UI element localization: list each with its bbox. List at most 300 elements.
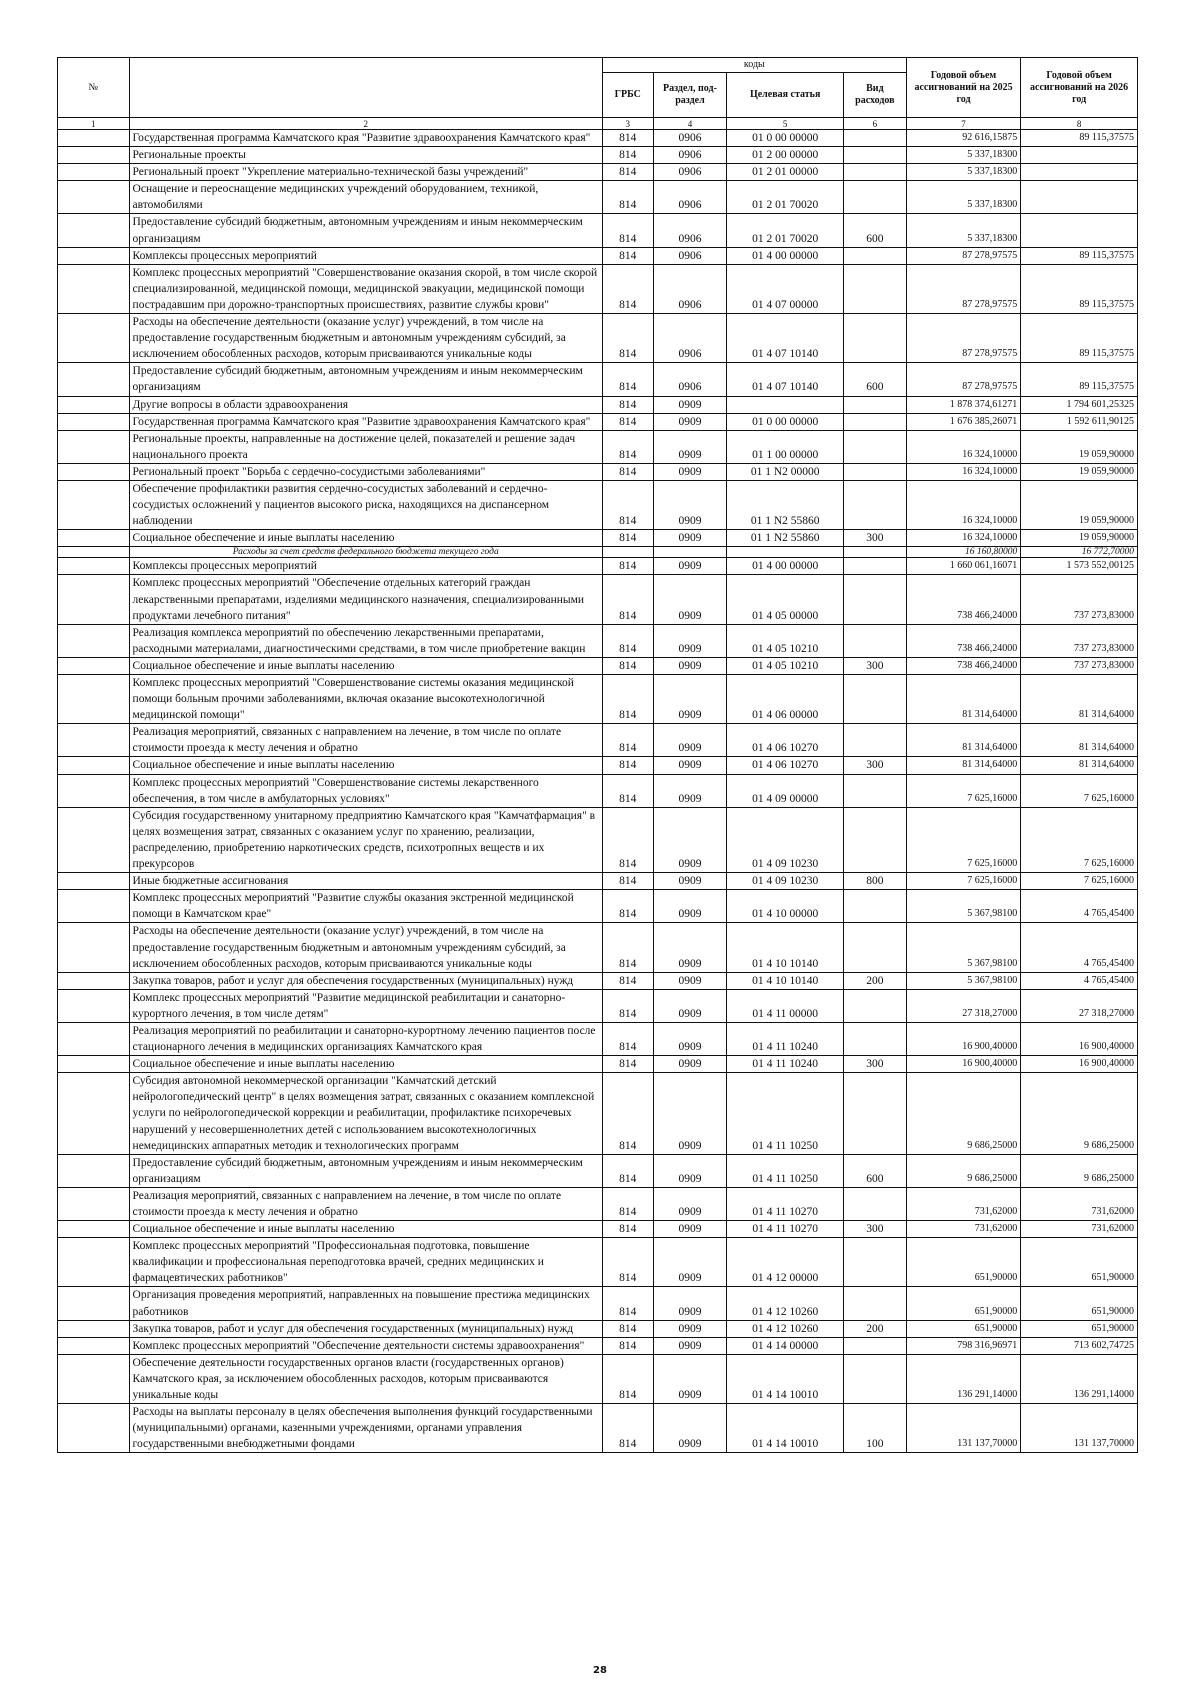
table-row <box>58 657 1138 674</box>
amount-2025-cell: 81 314,64000 <box>906 757 1020 774</box>
section-code-cell: 0909 <box>653 724 727 757</box>
table-row <box>58 1320 1138 1337</box>
row-number-cell <box>58 873 130 890</box>
grbs-code-cell: 814 <box>602 396 653 413</box>
item-name-cell: Расходы на обеспечение деятельности (оказание услуг) учреждений, в том числе на предоставление государственным бюджетным и автономным учреждениям субсидий, за исключением обособленных расходов, которым присваиваются уникальные коды <box>129 923 602 972</box>
grbs-code-cell: 814 <box>602 1287 653 1320</box>
amount-2025-cell: 731,62000 <box>906 1187 1020 1220</box>
amount-2026-cell: 4 765,45400 <box>1021 890 1138 923</box>
table-row <box>58 675 1138 724</box>
section-code-cell: 0906 <box>653 147 727 164</box>
expense-type-cell <box>844 396 907 413</box>
target-article-cell: 01 4 11 10250 <box>727 1073 844 1154</box>
target-article-cell: 01 0 00 00000 <box>727 130 844 147</box>
expense-type-cell <box>844 923 907 972</box>
grbs-code-cell: 814 <box>602 1404 653 1453</box>
grbs-code-cell: 814 <box>602 989 653 1022</box>
section-code-cell: 0909 <box>653 413 727 430</box>
amount-2025-cell: 798 316,96971 <box>906 1337 1020 1354</box>
target-article-cell: 01 4 00 00000 <box>727 558 844 575</box>
amount-2025-cell: 87 278,97575 <box>906 264 1020 313</box>
table-row <box>58 1238 1138 1287</box>
section-code-cell: 0909 <box>653 657 727 674</box>
expense-type-cell <box>844 890 907 923</box>
item-name-cell: Предоставление субсидий бюджетным, автономным учреждениям и иным некоммерческим организациям <box>129 214 602 247</box>
section-code-cell: 0909 <box>653 1073 727 1154</box>
expense-type-cell <box>844 774 907 807</box>
amount-2026-cell: 4 765,45400 <box>1021 923 1138 972</box>
expense-type-cell: 300 <box>844 757 907 774</box>
budget-table <box>57 57 1138 1453</box>
table-row <box>58 1073 1138 1154</box>
expense-type-cell <box>844 1073 907 1154</box>
section-code-cell: 0909 <box>653 480 727 529</box>
target-article-cell: 01 1 N2 55860 <box>727 480 844 529</box>
target-article-cell: 01 4 05 10210 <box>727 624 844 657</box>
section-code-cell: 0909 <box>653 463 727 480</box>
item-name-cell: Государственная программа Камчатского края "Развитие здравоохранения Камчатского края" <box>129 130 602 147</box>
header-grbs: ГРБС <box>602 73 653 118</box>
target-article-cell: 01 4 00 00000 <box>727 247 844 264</box>
target-article-cell: 01 4 11 10240 <box>727 1056 844 1073</box>
target-article-cell: 01 4 10 10140 <box>727 923 844 972</box>
table-row <box>58 923 1138 972</box>
row-number-cell <box>58 675 130 724</box>
amount-2025-cell: 16 900,40000 <box>906 1056 1020 1073</box>
grbs-code-cell: 814 <box>602 181 653 214</box>
expense-type-cell <box>844 807 907 872</box>
column-number: 7 <box>906 118 1020 130</box>
table-row <box>58 1354 1138 1403</box>
expense-type-cell <box>844 247 907 264</box>
section-code-cell: 0909 <box>653 774 727 807</box>
target-article-cell: 01 4 07 10140 <box>727 314 844 363</box>
amount-2026-cell: 737 273,83000 <box>1021 575 1138 624</box>
amount-2025-cell: 5 337,18300 <box>906 147 1020 164</box>
item-name-cell: Социальное обеспечение и иные выплаты населению <box>129 757 602 774</box>
item-name-cell: Субсидия государственному унитарному предприятию Камчатского края "Камчатфармация" в целях возмещения затрат, связанных с оказанием услуг по хранению, реализации, распределению, приобретению наркотических средств, психотропных веществ и их прекурсоров <box>129 807 602 872</box>
grbs-code-cell: 814 <box>602 314 653 363</box>
table-body <box>58 130 1138 1453</box>
section-code-cell: 0909 <box>653 396 727 413</box>
amount-2026-cell: 713 602,74725 <box>1021 1337 1138 1354</box>
row-number-cell <box>58 363 130 396</box>
expense-type-cell <box>844 314 907 363</box>
expense-type-cell <box>844 430 907 463</box>
header-expense-type: Вид расходов <box>844 73 907 118</box>
table-row <box>58 890 1138 923</box>
row-number-cell <box>58 1154 130 1187</box>
amount-2026-cell <box>1021 181 1138 214</box>
grbs-code-cell <box>602 547 653 558</box>
item-name-cell: Реализация мероприятий по реабилитации и санаторно-курортному лечению пациентов после стационарного лечения в медицинских организациях Камчатского края <box>129 1022 602 1055</box>
amount-2025-cell: 16 900,40000 <box>906 1022 1020 1055</box>
amount-2026-cell: 1 794 601,25325 <box>1021 396 1138 413</box>
section-code-cell: 0909 <box>653 558 727 575</box>
amount-2026-cell: 4 765,45400 <box>1021 972 1138 989</box>
amount-2025-cell: 9 686,25000 <box>906 1073 1020 1154</box>
expense-type-cell: 200 <box>844 972 907 989</box>
table-row <box>58 130 1138 147</box>
target-article-cell: 01 1 00 00000 <box>727 430 844 463</box>
section-code-cell: 0909 <box>653 1187 727 1220</box>
amount-2025-cell: 131 137,70000 <box>906 1404 1020 1453</box>
grbs-code-cell: 814 <box>602 1354 653 1403</box>
section-code-cell: 0909 <box>653 1022 727 1055</box>
header-2025: Годовой объем ассигнований на 2025 год <box>906 58 1020 118</box>
amount-2026-cell: 737 273,83000 <box>1021 657 1138 674</box>
header-section: Раздел, под-раздел <box>653 73 727 118</box>
section-code-cell: 0909 <box>653 873 727 890</box>
section-code-cell: 0909 <box>653 1404 727 1453</box>
grbs-code-cell: 814 <box>602 774 653 807</box>
amount-2026-cell: 89 115,37575 <box>1021 247 1138 264</box>
amount-2025-cell: 16 160,80000 <box>906 547 1020 558</box>
column-number: 4 <box>653 118 727 130</box>
target-article-cell <box>727 396 844 413</box>
target-article-cell: 01 4 11 00000 <box>727 989 844 1022</box>
target-article-cell: 01 1 N2 00000 <box>727 463 844 480</box>
amount-2026-cell: 9 686,25000 <box>1021 1154 1138 1187</box>
expense-type-cell <box>844 264 907 313</box>
expense-type-cell <box>844 1337 907 1354</box>
row-number-cell <box>58 989 130 1022</box>
expense-type-cell <box>844 164 907 181</box>
target-article-cell: 01 0 00 00000 <box>727 413 844 430</box>
section-code-cell: 0909 <box>653 1354 727 1403</box>
amount-2025-cell: 7 625,16000 <box>906 873 1020 890</box>
amount-2025-cell: 16 324,10000 <box>906 480 1020 529</box>
item-name-cell: Реализация комплекса мероприятий по обеспечению лекарственными препаратами, расходными материалами, диагностическими средствами, в том числе приобретение вакцин <box>129 624 602 657</box>
grbs-code-cell: 814 <box>602 480 653 529</box>
row-number-cell <box>58 774 130 807</box>
table-row <box>58 624 1138 657</box>
target-article-cell: 01 4 12 10260 <box>727 1287 844 1320</box>
grbs-code-cell: 814 <box>602 130 653 147</box>
grbs-code-cell: 814 <box>602 1022 653 1055</box>
expense-type-cell: 100 <box>844 1404 907 1453</box>
expense-type-cell: 200 <box>844 1320 907 1337</box>
table-row <box>58 214 1138 247</box>
item-name-cell: Социальное обеспечение и иные выплаты населению <box>129 1056 602 1073</box>
expense-type-cell <box>844 547 907 558</box>
amount-2025-cell: 27 318,27000 <box>906 989 1020 1022</box>
table-row <box>58 774 1138 807</box>
row-number-cell <box>58 147 130 164</box>
target-article-cell: 01 2 00 00000 <box>727 147 844 164</box>
row-number-cell <box>58 1238 130 1287</box>
section-code-cell: 0906 <box>653 164 727 181</box>
row-number-cell <box>58 1187 130 1220</box>
table-row <box>58 1154 1138 1187</box>
target-article-cell: 01 4 14 00000 <box>727 1337 844 1354</box>
amount-2025-cell: 651,90000 <box>906 1287 1020 1320</box>
expense-type-cell <box>844 480 907 529</box>
row-number-cell <box>58 558 130 575</box>
grbs-code-cell: 814 <box>602 1337 653 1354</box>
amount-2026-cell: 89 115,37575 <box>1021 314 1138 363</box>
row-number-cell <box>58 1287 130 1320</box>
amount-2026-cell: 1 573 552,00125 <box>1021 558 1138 575</box>
amount-2026-cell: 81 314,64000 <box>1021 757 1138 774</box>
table-row <box>58 264 1138 313</box>
amount-2026-cell: 731,62000 <box>1021 1187 1138 1220</box>
row-number-cell <box>58 164 130 181</box>
grbs-code-cell: 814 <box>602 164 653 181</box>
section-code-cell: 0909 <box>653 1238 727 1287</box>
section-code-cell: 0909 <box>653 972 727 989</box>
row-number-cell <box>58 1337 130 1354</box>
amount-2026-cell: 136 291,14000 <box>1021 1354 1138 1403</box>
target-article-cell: 01 4 11 10270 <box>727 1221 844 1238</box>
table-row <box>58 1287 1138 1320</box>
row-number-cell <box>58 396 130 413</box>
target-article-cell: 01 4 11 10240 <box>727 1022 844 1055</box>
target-article-cell: 01 4 05 10210 <box>727 657 844 674</box>
grbs-code-cell: 814 <box>602 657 653 674</box>
amount-2025-cell: 738 466,24000 <box>906 624 1020 657</box>
table-row <box>58 575 1138 624</box>
section-code-cell: 0906 <box>653 247 727 264</box>
amount-2026-cell: 731,62000 <box>1021 1221 1138 1238</box>
item-name-cell: Иные бюджетные ассигнования <box>129 873 602 890</box>
target-article-cell: 01 4 12 00000 <box>727 1238 844 1287</box>
grbs-code-cell: 814 <box>602 1154 653 1187</box>
row-number-cell <box>58 807 130 872</box>
row-number-cell <box>58 181 130 214</box>
section-code-cell: 0906 <box>653 264 727 313</box>
amount-2026-cell: 89 115,37575 <box>1021 264 1138 313</box>
expense-type-cell <box>844 724 907 757</box>
row-number-cell <box>58 430 130 463</box>
section-code-cell: 0909 <box>653 757 727 774</box>
expense-type-cell: 300 <box>844 1221 907 1238</box>
item-name-cell: Комплексы процессных мероприятий <box>129 247 602 264</box>
row-number-cell <box>58 724 130 757</box>
amount-2025-cell: 1 660 061,16071 <box>906 558 1020 575</box>
amount-2025-cell: 738 466,24000 <box>906 657 1020 674</box>
table-row <box>58 181 1138 214</box>
column-number: 3 <box>602 118 653 130</box>
grbs-code-cell: 814 <box>602 1320 653 1337</box>
section-code-cell: 0909 <box>653 1056 727 1073</box>
table-row <box>58 547 1138 558</box>
amount-2025-cell: 81 314,64000 <box>906 675 1020 724</box>
column-number: 1 <box>58 118 130 130</box>
item-name-cell: Государственная программа Камчатского края "Развитие здравоохранения Камчатского края" <box>129 413 602 430</box>
row-number-cell <box>58 1404 130 1453</box>
row-number-cell <box>58 972 130 989</box>
amount-2025-cell: 5 367,98100 <box>906 923 1020 972</box>
expense-type-cell <box>844 1187 907 1220</box>
grbs-code-cell: 814 <box>602 1187 653 1220</box>
section-code-cell: 0909 <box>653 1337 727 1354</box>
grbs-code-cell: 814 <box>602 1073 653 1154</box>
amount-2025-cell: 5 337,18300 <box>906 164 1020 181</box>
expense-type-cell <box>844 624 907 657</box>
expense-type-cell <box>844 1238 907 1287</box>
row-number-cell <box>58 264 130 313</box>
amount-2026-cell: 131 137,70000 <box>1021 1404 1138 1453</box>
header-name <box>129 58 602 118</box>
item-name-cell: Комплекс процессных мероприятий "Обеспечение отдельных категорий граждан лекарственными препаратами, изделиями медицинского назначения, специализированными продуктами лечебного питания" <box>129 575 602 624</box>
grbs-code-cell: 814 <box>602 890 653 923</box>
amount-2025-cell: 7 625,16000 <box>906 807 1020 872</box>
row-number-cell <box>58 1056 130 1073</box>
expense-type-cell <box>844 181 907 214</box>
amount-2025-cell: 16 324,10000 <box>906 530 1020 547</box>
grbs-code-cell: 814 <box>602 972 653 989</box>
expense-type-cell <box>844 1022 907 1055</box>
row-number-cell <box>58 923 130 972</box>
row-number-cell <box>58 130 130 147</box>
table-row <box>58 972 1138 989</box>
amount-2026-cell: 19 059,90000 <box>1021 530 1138 547</box>
amount-2025-cell: 1 676 385,26071 <box>906 413 1020 430</box>
expense-type-cell <box>844 130 907 147</box>
table-row <box>58 989 1138 1022</box>
grbs-code-cell: 814 <box>602 624 653 657</box>
amount-2026-cell <box>1021 147 1138 164</box>
amount-2026-cell: 16 900,40000 <box>1021 1022 1138 1055</box>
item-name-cell: Комплекс процессных мероприятий "Совершенствование оказания скорой, в том числе скорой специализированной, медицинской помощи, медицинской эвакуации, медицинской помощи пострадавшим при дорожно-транспортных происшествиях, развитие службы крови" <box>129 264 602 313</box>
table-row <box>58 164 1138 181</box>
section-code-cell: 0909 <box>653 624 727 657</box>
amount-2026-cell: 19 059,90000 <box>1021 463 1138 480</box>
item-name-cell: Комплекс процессных мероприятий "Развитие медицинской реабилитации и санаторно-курортного лечения, в том числе детям" <box>129 989 602 1022</box>
amount-2025-cell: 5 337,18300 <box>906 181 1020 214</box>
expense-type-cell: 300 <box>844 530 907 547</box>
target-article-cell: 01 4 09 00000 <box>727 774 844 807</box>
row-number-cell <box>58 1221 130 1238</box>
amount-2025-cell: 136 291,14000 <box>906 1354 1020 1403</box>
item-name-cell: Социальное обеспечение и иные выплаты населению <box>129 657 602 674</box>
amount-2025-cell: 1 878 374,61271 <box>906 396 1020 413</box>
row-number-cell <box>58 624 130 657</box>
item-name-cell: Региональные проекты <box>129 147 602 164</box>
table-row <box>58 757 1138 774</box>
target-article-cell: 01 4 07 10140 <box>727 363 844 396</box>
target-article-cell: 01 4 10 00000 <box>727 890 844 923</box>
target-article-cell: 01 4 05 00000 <box>727 575 844 624</box>
row-number-cell <box>58 1320 130 1337</box>
section-code-cell: 0909 <box>653 575 727 624</box>
table-row <box>58 430 1138 463</box>
amount-2026-cell: 737 273,83000 <box>1021 624 1138 657</box>
target-article-cell: 01 4 11 10250 <box>727 1154 844 1187</box>
section-code-cell: 0909 <box>653 989 727 1022</box>
row-number-cell <box>58 247 130 264</box>
row-number-cell <box>58 463 130 480</box>
target-article-cell: 01 4 06 00000 <box>727 675 844 724</box>
section-code-cell: 0906 <box>653 314 727 363</box>
row-number-cell <box>58 657 130 674</box>
section-code-cell: 0909 <box>653 923 727 972</box>
expense-type-cell <box>844 675 907 724</box>
amount-2026-cell: 19 059,90000 <box>1021 480 1138 529</box>
row-number-cell <box>58 1073 130 1154</box>
table-row <box>58 724 1138 757</box>
grbs-code-cell: 814 <box>602 413 653 430</box>
column-number-row <box>58 118 1138 130</box>
grbs-code-cell: 814 <box>602 923 653 972</box>
grbs-code-cell: 814 <box>602 214 653 247</box>
grbs-code-cell: 814 <box>602 873 653 890</box>
table-row <box>58 873 1138 890</box>
row-number-cell <box>58 575 130 624</box>
expense-type-cell <box>844 147 907 164</box>
grbs-code-cell: 814 <box>602 558 653 575</box>
item-name-cell: Расходы на обеспечение деятельности (оказание услуг) учреждений, в том числе на предоставление государственным бюджетным и автономным учреждениям субсидий, за исключением обособленных расходов, которым присваиваются уникальные коды <box>129 314 602 363</box>
table-row <box>58 1022 1138 1055</box>
section-code-cell: 0909 <box>653 1221 727 1238</box>
section-code-cell: 0906 <box>653 130 727 147</box>
row-number-cell <box>58 547 130 558</box>
column-number: 5 <box>727 118 844 130</box>
amount-2026-cell: 81 314,64000 <box>1021 724 1138 757</box>
section-code-cell <box>653 547 727 558</box>
item-name-cell: Комплексы процессных мероприятий <box>129 558 602 575</box>
target-article-cell: 01 4 07 00000 <box>727 264 844 313</box>
item-name-cell: Реализация мероприятий, связанных с направлением на лечение, в том числе по оплате стоимости проезда к месту лечения и обратно <box>129 1187 602 1220</box>
grbs-code-cell: 814 <box>602 1221 653 1238</box>
item-name-cell: Комплекс процессных мероприятий "Развитие службы оказания экстренной медицинской помощи в Камчатском крае" <box>129 890 602 923</box>
expense-type-cell <box>844 413 907 430</box>
item-name-cell: Обеспечение профилактики развития сердечно-сосудистых заболеваний и сердечно-сосудистых осложнений у пациентов высокого риска, находящихся на диспансерном наблюдении <box>129 480 602 529</box>
table-row <box>58 1337 1138 1354</box>
section-code-cell: 0909 <box>653 1320 727 1337</box>
item-name-cell: Предоставление субсидий бюджетным, автономным учреждениям и иным некоммерческим организациям <box>129 1154 602 1187</box>
amount-2025-cell: 5 337,18300 <box>906 214 1020 247</box>
amount-2026-cell: 16 900,40000 <box>1021 1056 1138 1073</box>
amount-2025-cell: 81 314,64000 <box>906 724 1020 757</box>
grbs-code-cell: 814 <box>602 247 653 264</box>
item-name-cell: Предоставление субсидий бюджетным, автономным учреждениям и иным некоммерческим организациям <box>129 363 602 396</box>
item-name-cell: Организация проведения мероприятий, направленных на повышение престижа медицинских работников <box>129 1287 602 1320</box>
item-name-cell: Комплекс процессных мероприятий "Совершенствование системы оказания медицинской помощи больным прочими заболеваниями, включая оказание высокотехнологичной медицинской помощи" <box>129 675 602 724</box>
amount-2026-cell: 7 625,16000 <box>1021 807 1138 872</box>
item-name-cell: Комплекс процессных мероприятий "Обеспечение деятельности системы здравоохранения" <box>129 1337 602 1354</box>
table-row <box>58 1187 1138 1220</box>
item-name-cell: Комплекс процессных мероприятий "Совершенствование системы лекарственного обеспечения, в том числе в амбулаторных условиях" <box>129 774 602 807</box>
item-name-cell: Региональные проекты, направленные на достижение целей, показателей и решение задач национального проекта <box>129 430 602 463</box>
table-row <box>58 480 1138 529</box>
table-row <box>58 396 1138 413</box>
table-row <box>58 558 1138 575</box>
grbs-code-cell: 814 <box>602 724 653 757</box>
table-row <box>58 413 1138 430</box>
amount-2026-cell: 89 115,37575 <box>1021 363 1138 396</box>
expense-type-cell <box>844 989 907 1022</box>
grbs-code-cell: 814 <box>602 264 653 313</box>
expense-type-cell <box>844 463 907 480</box>
row-number-cell <box>58 1354 130 1403</box>
item-name-cell: Комплекс процессных мероприятий "Профессиональная подготовка, повышение квалификации и профессиональная переподготовка врачей, средних медицинских и фармацевтических работников" <box>129 1238 602 1287</box>
grbs-code-cell: 814 <box>602 430 653 463</box>
amount-2025-cell: 651,90000 <box>906 1238 1020 1287</box>
item-name-cell: Обеспечение деятельности государственных органов власти (государственных органов) Камчатского края, за исключением обособленных расходов, которым присваиваются уникальные коды <box>129 1354 602 1403</box>
grbs-code-cell: 814 <box>602 575 653 624</box>
page-number: 28 <box>593 1665 607 1676</box>
expense-type-cell <box>844 575 907 624</box>
item-name-cell: Другие вопросы в области здравоохранения <box>129 396 602 413</box>
amount-2026-cell <box>1021 214 1138 247</box>
item-name-cell: Закупка товаров, работ и услуг для обеспечения государственных (муниципальных) нужд <box>129 972 602 989</box>
item-name-cell: Реализация мероприятий, связанных с направлением на лечение, в том числе по оплате стоимости проезда к месту лечения и обратно <box>129 724 602 757</box>
row-number-cell <box>58 214 130 247</box>
target-article-cell <box>727 547 844 558</box>
row-number-cell <box>58 890 130 923</box>
